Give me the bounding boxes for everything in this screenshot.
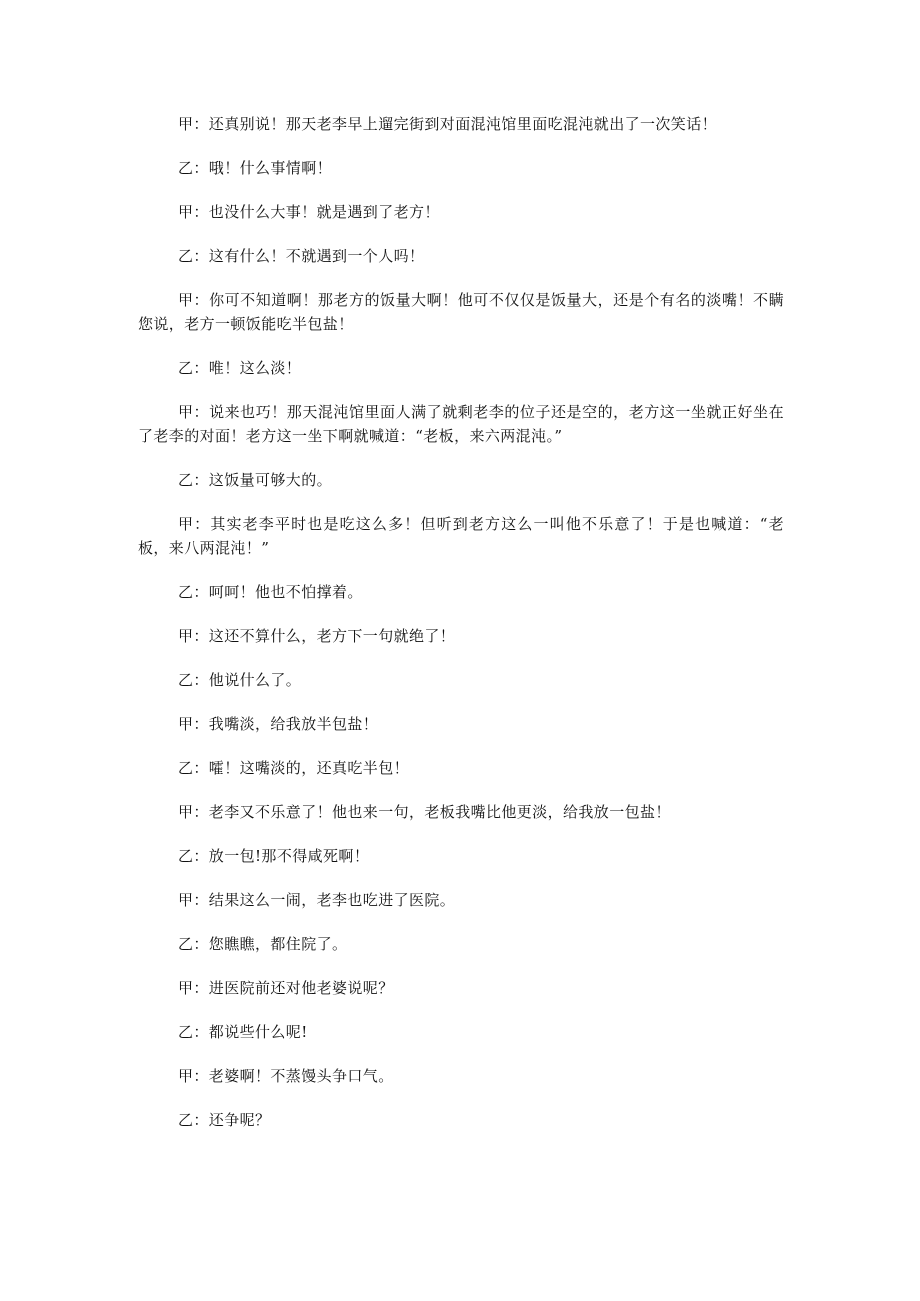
dialogue-line-yi: 乙：放一包!那不得咸死啊！ xyxy=(178,847,370,865)
dialogue-line-jia: 甲：老婆啊！不蒸馒头争口气。 xyxy=(178,1067,394,1085)
dialogue-line-yi: 乙：还争呢？ xyxy=(178,1111,271,1129)
dialogue-line-jia: 甲：还真别说！那天老李早上遛完街到对面混沌馆里面吃混沌就出了一次笑话！ xyxy=(178,115,718,133)
dialogue-line-jia: 甲：你可不知道啊！那老方的饭量大啊！他可不仅仅是饭量大，还是个有名的淡嘴！不瞒您说，老方一顿饭能吃半包盐！ xyxy=(138,291,784,333)
dialogue-line-jia: 甲：这还不算什么，老方下一句就绝了！ xyxy=(178,627,456,645)
dialogue-line-yi: 乙：唯！这么淡！ xyxy=(178,359,302,377)
dialogue-line-yi: 乙：呵呵！他也不怕撑着。 xyxy=(178,583,363,601)
dialogue-line-yi: 乙：都说些什么呢! xyxy=(178,1023,308,1041)
dialogue-line-yi: 乙：嚯！这嘴淡的，还真吃半包！ xyxy=(178,759,410,777)
dialogue-line-yi: 乙：这饭量可够大的。 xyxy=(178,471,333,489)
dialogue-line-jia: 甲：进医院前还对他老婆说呢？ xyxy=(178,979,394,997)
dialogue-line-jia: 甲：也没什么大事！就是遇到了老方！ xyxy=(178,203,440,221)
dialogue-line-yi: 乙：他说什么了。 xyxy=(178,671,302,689)
dialogue-line-yi: 乙：您瞧瞧，都住院了。 xyxy=(178,935,348,953)
dialogue-line-jia: 甲：老李又不乐意了！他也来一句，老板我嘴比他更淡，给我放一包盐！ xyxy=(178,803,671,821)
dialogue-line-yi: 乙：哦！什么事情啊！ xyxy=(178,159,333,177)
dialogue-line-jia: 甲：我嘴淡，给我放半包盐！ xyxy=(178,715,379,733)
dialogue-text xyxy=(138,112,784,1152)
dialogue-line-yi: 乙：这有什么！不就遇到一个人吗！ xyxy=(178,247,425,265)
dialogue-line-jia: 甲：结果这么一闹，老李也吃进了医院。 xyxy=(178,891,456,909)
dialogue-line-jia: 甲：其实老李平时也是吃这么多！但听到老方这么一叫他不乐意了！于是也喊道：“老板，来八两混沌！” xyxy=(138,515,784,557)
dialogue-line-jia: 甲：说来也巧！那天混沌馆里面人满了就剩老李的位子还是空的，老方这一坐就正好坐在了老李的对面！老方这一坐下啊就喊道：“老板，来六两混沌。” xyxy=(138,403,784,445)
